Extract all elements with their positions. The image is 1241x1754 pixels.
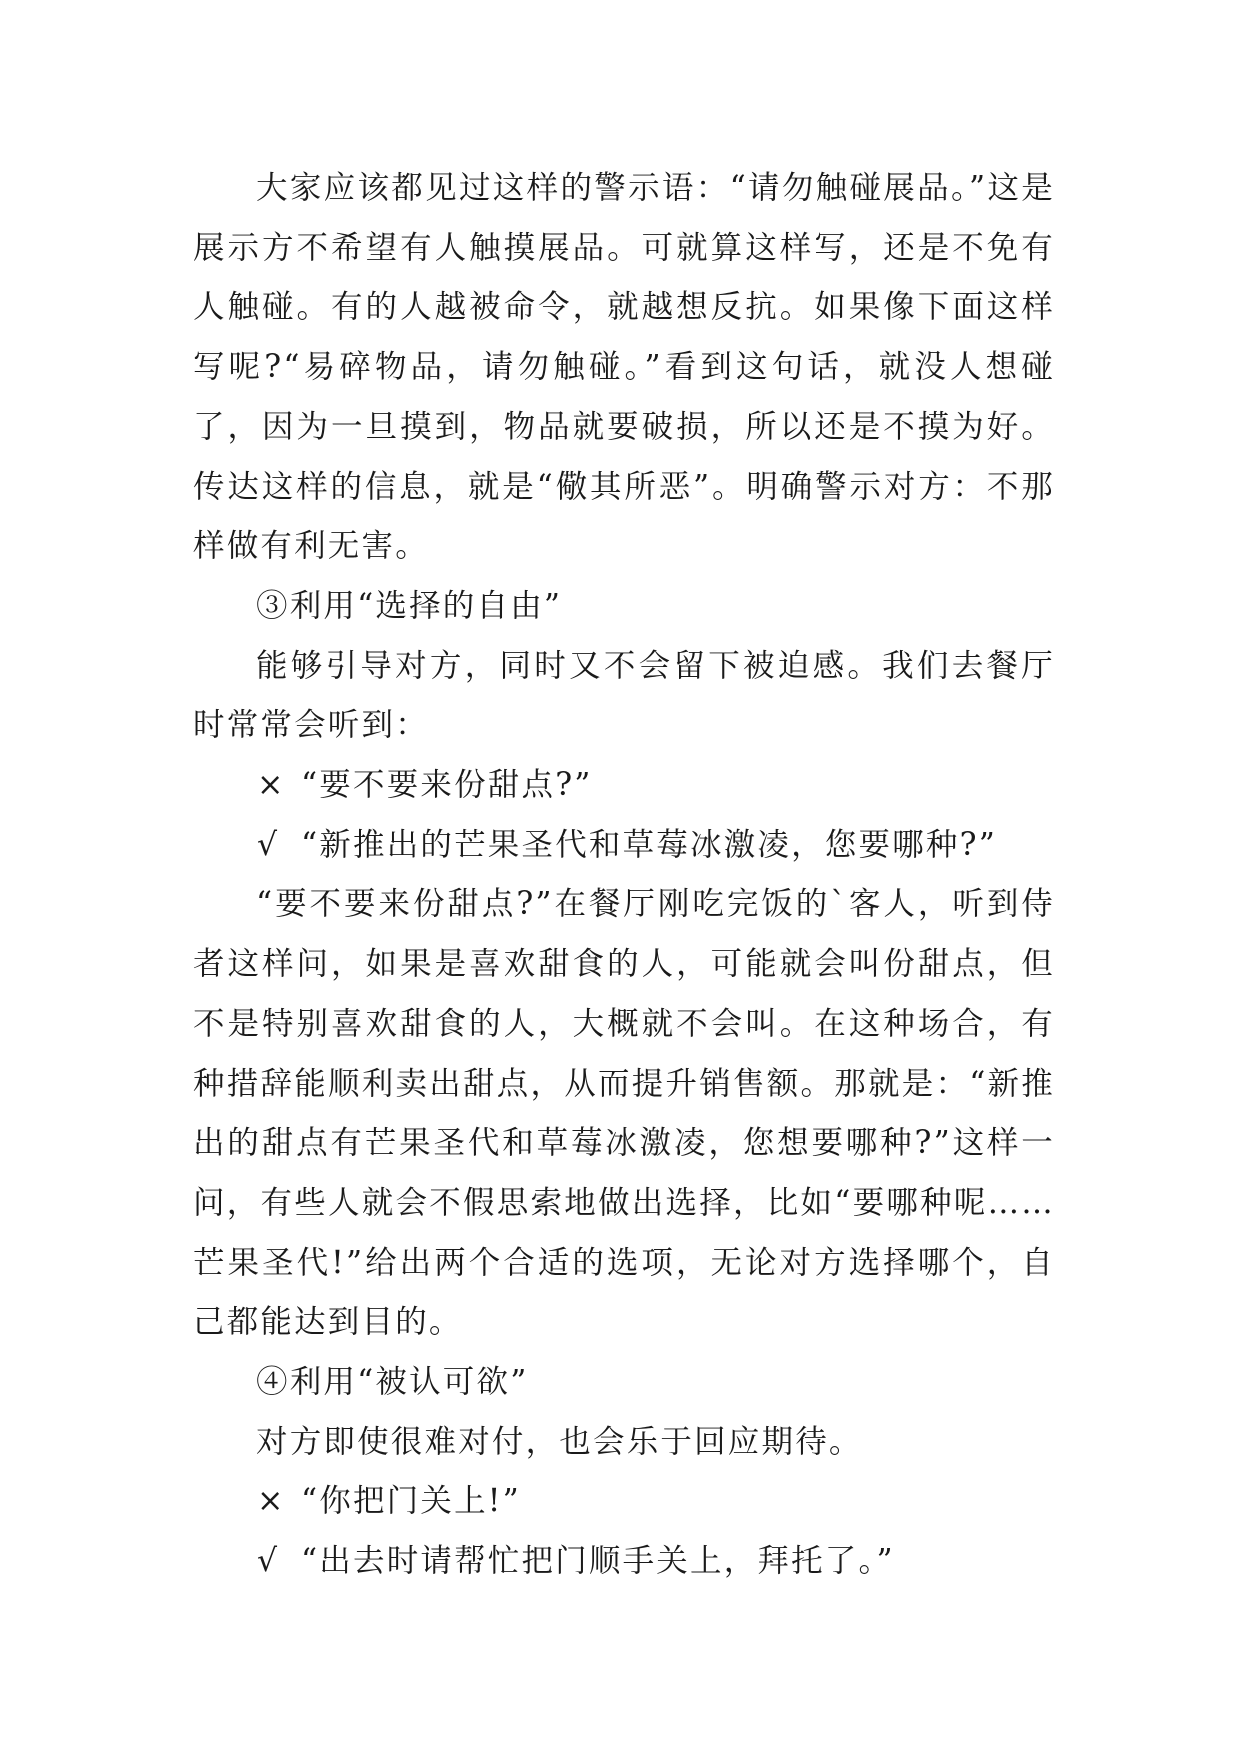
cross-mark-icon: ×: [257, 1483, 286, 1520]
example-good-door: [193, 1532, 1055, 1592]
example-text: “要不要来份甜点?”: [301, 767, 593, 804]
example-bad-door: [193, 1472, 1055, 1532]
paragraph-warning-signs: 大家应该都见过这样的警示语：“请勿触碰展品。”这是展示方不希望有人触摸展品。可就算这样写，还是不免有人触碰。有的人越被命令，就越想反抗。如果像下面这样写呢?“易碎物品，请勿触碰。”看到这句话，就没人想碰了，因为一旦摸到，物品就要破损，所以还是不摸为好。传达这样的信息，就是“儆其所恶”。明确警示对方：不那样做有利无害。: [193, 170, 1055, 565]
paragraph-recognition-intro: 对方即使很难对付，也会乐于回应期待。: [256, 1423, 863, 1460]
cross-mark-icon: ×: [257, 767, 286, 804]
example-text: “你把门关上!”: [301, 1483, 521, 1520]
check-mark-icon: √: [257, 1543, 280, 1580]
example-text: “新推出的芒果圣代和草莓冰激凌，您要哪种?”: [301, 826, 997, 863]
check-mark-icon: √: [257, 826, 280, 863]
section-heading-freedom-of-choice: ③利用“选择的自由”: [256, 587, 563, 624]
example-text: “出去时请帮忙把门顺手关上，拜托了。”: [301, 1543, 895, 1580]
section-heading-recognition-desire: ④利用“被认可欲”: [256, 1364, 529, 1401]
example-bad-dessert: [193, 756, 1055, 816]
example-good-dessert: [193, 816, 1055, 876]
paragraph-dessert-explanation: “要不要来份甜点?”在餐厅刚吃完饭的`客人，听到侍者这样问，如果是喜欢甜食的人，可能就会叫份甜点，但不是特别喜欢甜食的人，大概就不会叫。在这种场合，有种措辞能顺利卖出甜点，从而提升销售额。那就是：“新推出的甜点有芒果圣代和草莓冰激凌，您想要哪种?”这样一问，有些人就会不假思索地做出选择，比如“要哪种呢……芒果圣代!”给出两个合适的选项，无论对方选择哪个，自己都能达到目的。: [193, 886, 1055, 1341]
paragraph-choice-intro: 能够引导对方，同时又不会留下被迫感。我们去餐厅时常常会听到：: [193, 647, 1055, 744]
document-page: [193, 159, 1055, 1592]
